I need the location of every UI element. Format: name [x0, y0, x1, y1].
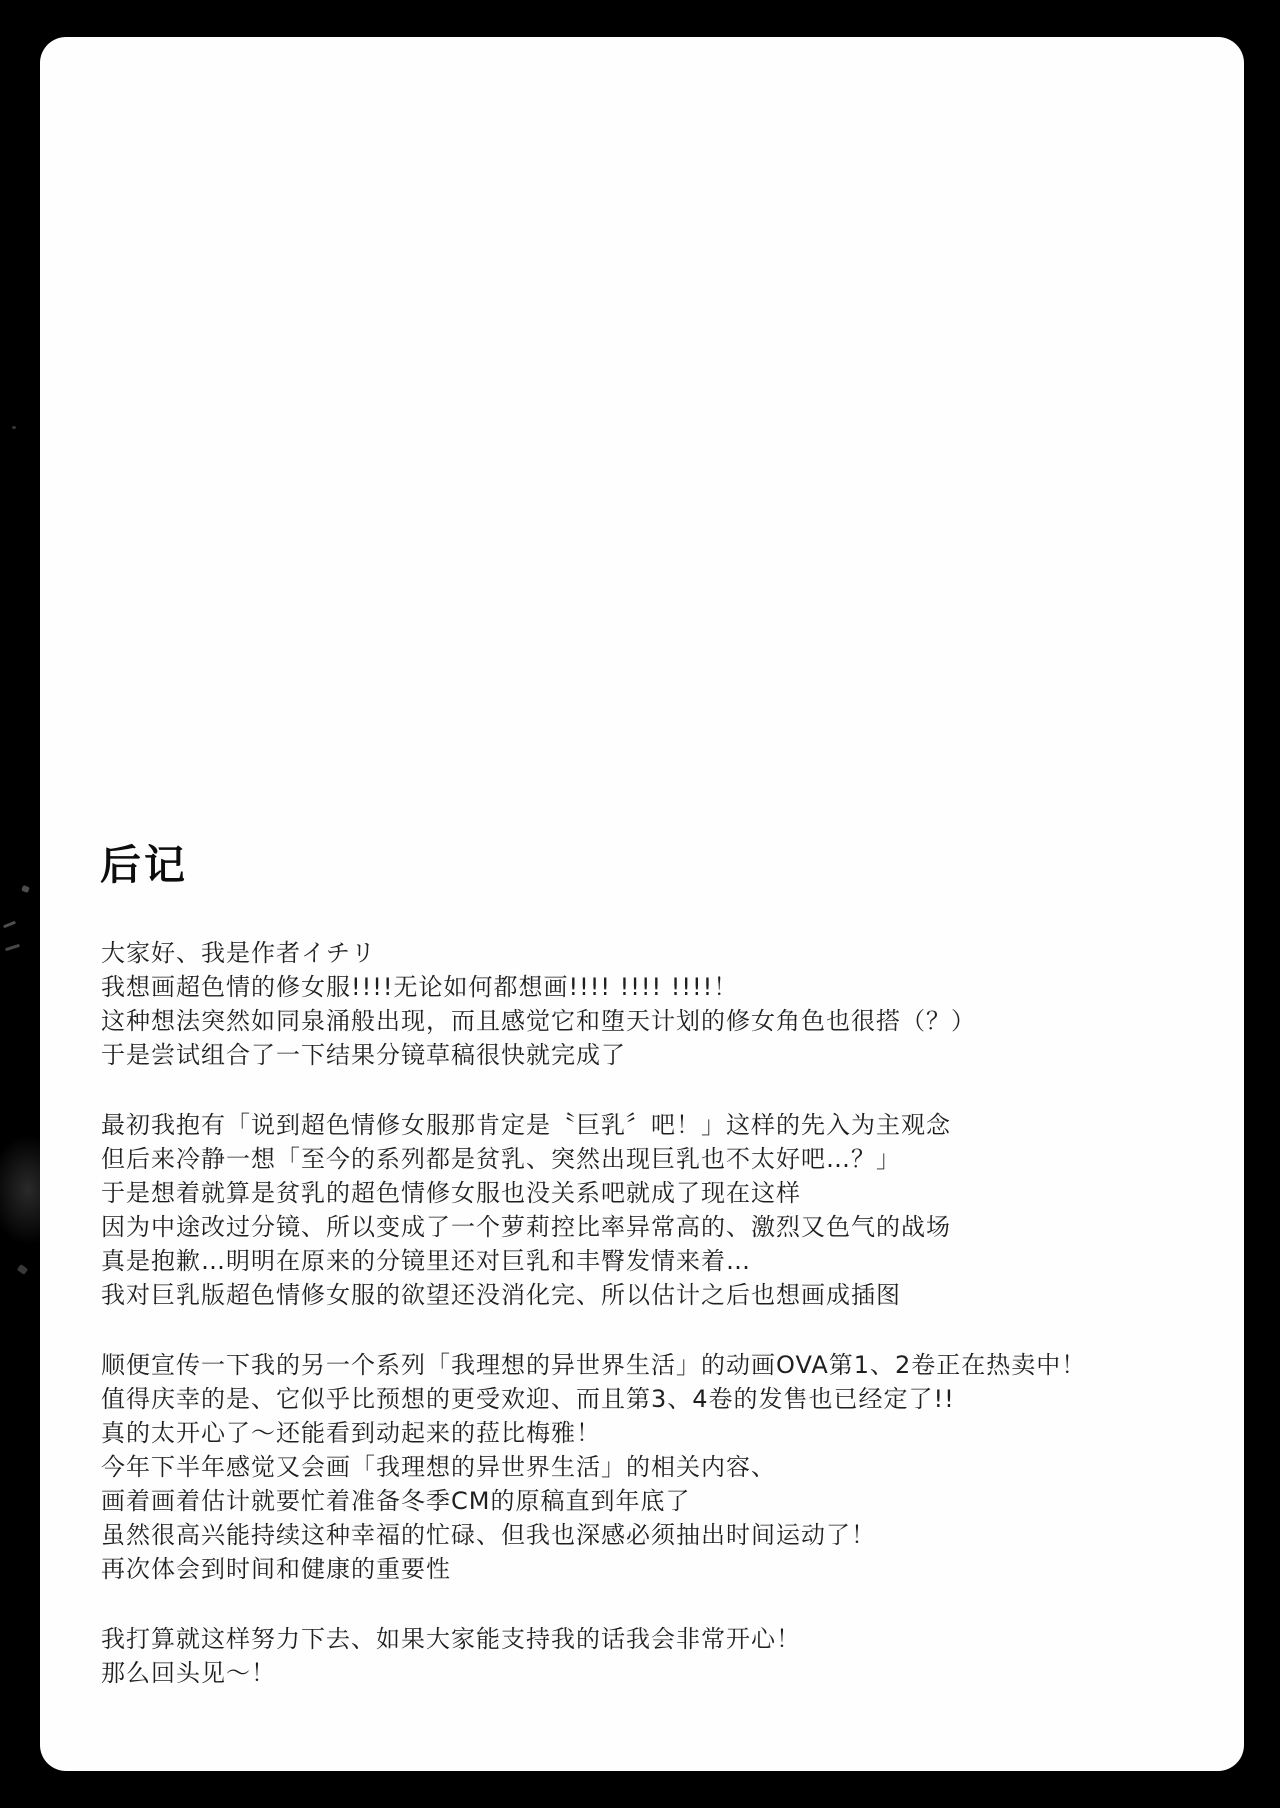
text-line: 我打算就这样努力下去、如果大家能支持我的话我会非常开心！ — [101, 1625, 801, 1653]
text-line: 值得庆幸的是、它似乎比预想的更受欢迎、而且第3、4卷的发售也已经定了!! — [101, 1385, 955, 1413]
text-line: 今年下半年感觉又会画「我理想的异世界生活」的相关内容、 — [101, 1453, 776, 1481]
text-line: 大家好、我是作者イチリ — [101, 939, 376, 967]
border-scratch — [5, 944, 20, 951]
text-line: 我想画超色情的修女服!!!!无论如何都想画!!!! !!!! !!!!！ — [101, 973, 739, 1001]
paragraph — [101, 1108, 1211, 1312]
text-line: 最初我抱有「说到超色情修女服那肯定是〝巨乳〞吧！」这样的先入为主观念 — [101, 1111, 951, 1139]
text-line: 那么回头见～！ — [101, 1659, 276, 1687]
text-line: 但后来冷静一想「至今的系列都是贫乳、突然出现巨乳也不太好吧…？」 — [101, 1145, 901, 1173]
text-line: 虽然很高兴能持续这种幸福的忙碌、但我也深感必须抽出时间运动了！ — [101, 1521, 876, 1549]
page-title: 后记 — [100, 841, 188, 889]
text-line: 这种想法突然如同泉涌般出现，而且感觉它和堕天计划的修女角色也很搭（？） — [101, 1007, 976, 1035]
paper-page — [40, 37, 1244, 1771]
text-line: 真的太开心了～还能看到动起来的菈比梅雅！ — [101, 1419, 601, 1447]
paragraph — [101, 1348, 1211, 1586]
text-line: 我对巨乳版超色情修女服的欲望还没消化完、所以估计之后也想画成插图 — [101, 1281, 901, 1309]
text-line: 真是抱歉…明明在原来的分镜里还对巨乳和丰臀发情来着… — [101, 1247, 751, 1275]
paragraph — [101, 936, 1211, 1072]
text-line: 于是尝试组合了一下结果分镜草稿很快就完成了 — [101, 1041, 626, 1069]
text-line: 因为中途改过分镜、所以变成了一个萝莉控比率异常高的、激烈又色气的战场 — [101, 1213, 951, 1241]
paragraph — [101, 1622, 1211, 1690]
text-line: 画着画着估计就要忙着准备冬季CM的原稿直到年底了 — [101, 1487, 691, 1515]
afterword-body — [101, 936, 1211, 1690]
border-smudge — [17, 1264, 28, 1275]
text-line: 顺便宣传一下我的另一个系列「我理想的异世界生活」的动画OVA第1、2卷正在热卖中！ — [101, 1351, 1087, 1379]
text-line: 于是想着就算是贫乳的超色情修女服也没关系吧就成了现在这样 — [101, 1179, 801, 1207]
border-smudge — [12, 426, 16, 429]
border-smudge — [21, 885, 30, 893]
border-scratch — [3, 921, 16, 929]
text-line: 再次体会到时间和健康的重要性 — [101, 1555, 451, 1583]
